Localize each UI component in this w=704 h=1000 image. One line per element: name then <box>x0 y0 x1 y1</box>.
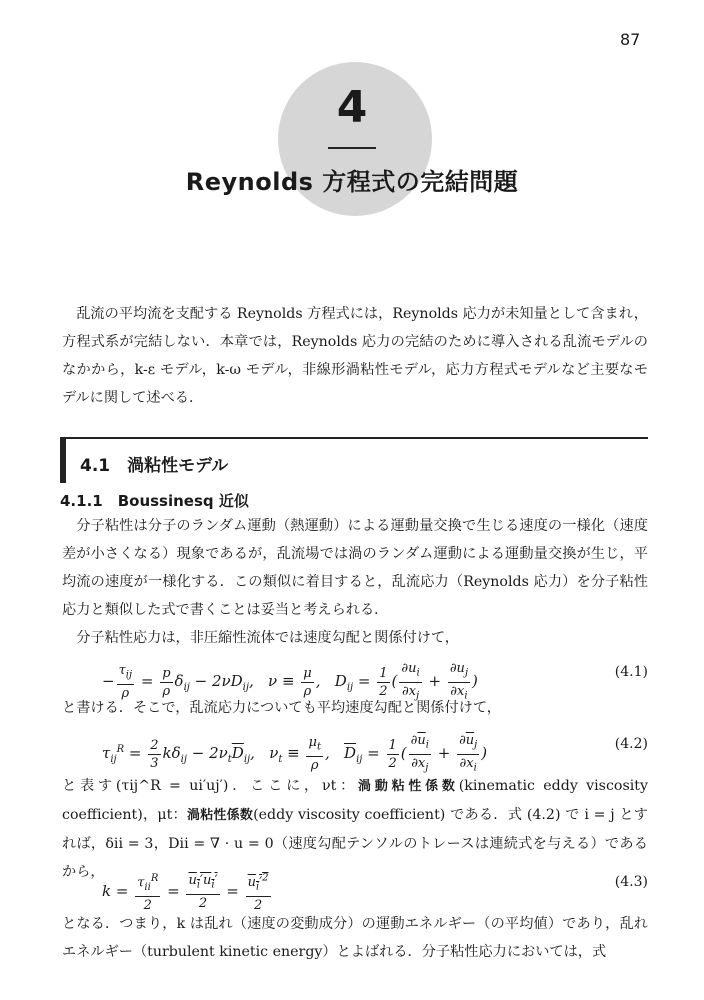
paragraph-4-text-c: (kinematic eddy viscosity coefficient)，μt： <box>62 778 648 823</box>
chapter-number: 4 <box>336 82 368 133</box>
subsection-title: 4.1.1 Boussinesq 近似 <box>60 492 249 510</box>
equation-4-3-label: (4.3) <box>614 874 648 890</box>
paragraph-3: と書ける．そこで，乱流応力についても平均速度勾配と関係付けて， <box>62 700 501 716</box>
chapter-rule <box>328 147 376 149</box>
paragraph-2: 分子粘性応力は，非圧縮性流体では速度勾配と関係付けて， <box>76 630 459 646</box>
paragraph-4-text-a: と表す <box>62 778 116 794</box>
section-title: 4.1 渦粘性モデル <box>80 456 229 476</box>
paragraph-4-text-d: (eddy viscosity coefficient) である．式 (4.2) で i = j とすれば，δii = 3，Dii = ∇ · u = 0（速度勾配テンソルのトレースは連続式を与える）であるから， <box>62 807 648 880</box>
equation-4-1-label: (4.1) <box>614 664 648 680</box>
section-header <box>60 437 648 483</box>
paragraph-1: 分子粘性は分子のランダム運動（熱運動）による運動量交換で生じる速度の一様化（速度差が小さくなる）現象であるが，乱流場では渦のランダム運動による運動量交換が生じ，平均流の速度が一様化する．この類似に着目すると，乱流応力（Reynolds 応力）を分子粘性応力と類似した式で書くことは妥当と考えられる． <box>62 518 648 618</box>
page-number: 87 <box>620 30 641 49</box>
paragraph-4-tau: (τij^R = ui′uj′) <box>115 778 229 794</box>
term-kinematic-eddy-viscosity: 渦動粘性係数 <box>358 779 459 794</box>
term-eddy-viscosity: 渦粘性係数 <box>186 808 254 823</box>
paragraph-5: となる．つまり，k は乱れ（速度の変動成分）の運動エネルギー（の平均値）であり，乱れエネルギー（turbulent kinetic energy）とよばれる．分子粘性応力においては，式 <box>62 916 648 960</box>
equation-4-2-label: (4.2) <box>614 736 648 752</box>
equation-4-2 <box>62 724 648 774</box>
paragraph-4-text-b: ．ここに，νt： <box>228 778 359 794</box>
section-bar <box>60 439 66 483</box>
chapter-title: Reynolds 方程式の完結問題 <box>185 168 519 196</box>
equation-4-3 <box>62 862 648 913</box>
equation-4-1-body: − $\frac{\tau_{ij}}{\rho}$ = $\frac{p}{\rho}$ $\delta_{ij} - 2\nu D_{ij}$, ν ≡ $\frac{\mu}{\rho}$ , $D_{ij}$ = $\frac{1}{2}$ ( $\frac{\partial u_i}{\partial x_j}$ + $\frac{\partial u_j}{\partial x_i}$ ) <box>102 661 478 702</box>
intro-paragraph: 乱流の平均流を支配する Reynolds 方程式には，Reynolds 応力が未知量として含まれ，方程式系が完結しない．本章では，Reynolds 応力の完結のために導入される乱流モデルのなかから，k-ε モデル，k-ω モデル，非線形渦粘性モデル，応力方程式モデルなど主要なモデルに関して述べる． <box>62 306 648 406</box>
equation-4-3-body: k = $\frac{\tau_{ii}^R}{2}$ = $\frac{u_i'u_i'}{2}$ = $\frac{u_i'^2}{2}$ <box>102 870 273 914</box>
equation-4-1 <box>62 652 648 702</box>
equation-4-2-body: $\tau_{ij}^R$ = $\frac{2}{3}$ $k\delta_{ij} - 2\nu_t\overline{D}_{ij}$, $\nu_t$ ≡ $\frac{\mu_t}{\rho}$ , $\overline{D}_{ij}$ = $\frac{1}{2}$ ( $\frac{\partial\overline{u}_i}{\partial x_j}$ + $\frac{\partial\overline{u}_j}{\partial x_i}$ ) <box>102 733 488 774</box>
